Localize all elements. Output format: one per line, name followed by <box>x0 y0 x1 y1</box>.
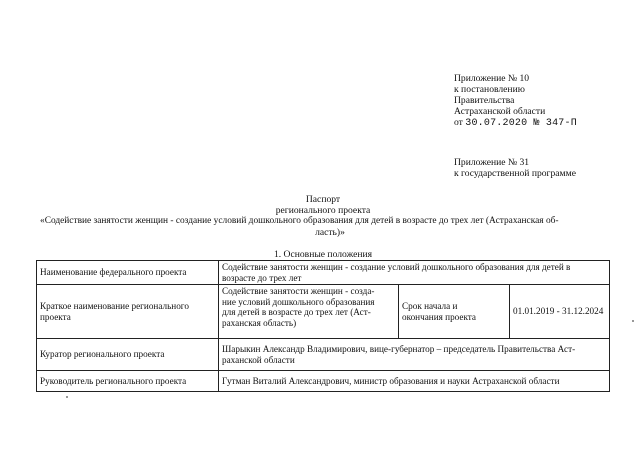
table-cell-value <box>219 261 610 285</box>
annex-10-date-stamp: 30.07.2020 № 347-П <box>465 118 577 129</box>
curator-value: Шарыкин Александр Владимирович, вице-губернатор – председатель Правительства Аст- <box>222 344 576 354</box>
annex-10-line: Правительства <box>454 95 515 106</box>
annex-31-block <box>454 157 576 179</box>
annex-31-line: к государственной программе <box>454 168 576 179</box>
federal-project-value: возрасте до трех лет <box>222 272 302 283</box>
annex-10-block <box>454 73 577 129</box>
short-name-value: раханская область) <box>222 317 297 328</box>
table-cell-value <box>219 285 399 339</box>
section-title: 1. Основные положения <box>273 249 373 260</box>
table-cell-label <box>37 285 219 339</box>
project-name-line: ласть)» <box>315 227 345 238</box>
table-cell-value <box>219 371 610 392</box>
table-cell-value <box>219 339 610 371</box>
table-row <box>37 339 610 371</box>
curator-label: Куратор регионального проекта <box>40 349 165 360</box>
short-name-value: Содействие занятости женщин - созда- <box>222 286 375 296</box>
term-label: Срок начала и <box>402 301 458 311</box>
table-cell-label <box>37 371 219 392</box>
table-cell-label <box>37 261 219 285</box>
annex-10-line: Астраханской области <box>454 106 546 117</box>
federal-project-label: Наименование федерального проекта <box>40 267 187 278</box>
annex-31-title: Приложение № 31 <box>454 157 530 168</box>
annex-10-title: Приложение № 10 <box>454 73 530 84</box>
project-name-heading <box>40 216 620 238</box>
short-name-value: для детей в возрасте до трех лет (Аст- <box>222 307 371 317</box>
federal-project-value: Содействие занятости женщин - создание условий дошкольного образования для детей в <box>222 262 571 272</box>
section-heading <box>36 249 610 260</box>
table-cell-label <box>399 285 510 339</box>
heading-subtitle: регионального проекта <box>275 205 371 216</box>
table-row <box>37 371 610 392</box>
annex-10-line: к постановлению <box>454 84 525 95</box>
scan-speck <box>632 320 634 322</box>
term-value: 01.01.2019 - 31.12.2024 <box>513 306 604 317</box>
scan-speck <box>66 396 68 398</box>
term-label: окончания проекта <box>402 311 476 322</box>
short-name-label: Краткое наименование регионального <box>40 301 189 311</box>
annex-10-date-line <box>454 117 577 129</box>
passport-heading <box>36 194 610 216</box>
table-row <box>37 261 610 285</box>
short-name-value: ние условий дошкольного образования <box>222 296 375 307</box>
head-value: Гутман Виталий Александрович, министр образования и науки Астраханской области <box>222 375 560 386</box>
annex-10-date-prefix: от <box>454 117 463 128</box>
table-cell-value <box>510 285 610 339</box>
table-row <box>37 285 610 339</box>
table-cell-label <box>37 339 219 371</box>
project-name-line: «Содействие занятости женщин - создание условий дошкольного образования для детей в возрасте до трех лет (Астраханская об- <box>40 216 559 226</box>
heading-title: Паспорт <box>305 194 341 205</box>
passport-table <box>36 260 610 392</box>
head-label: Руководитель регионального проекта <box>40 375 187 386</box>
short-name-label: проекта <box>40 311 71 322</box>
curator-value: раханской области <box>222 354 295 365</box>
